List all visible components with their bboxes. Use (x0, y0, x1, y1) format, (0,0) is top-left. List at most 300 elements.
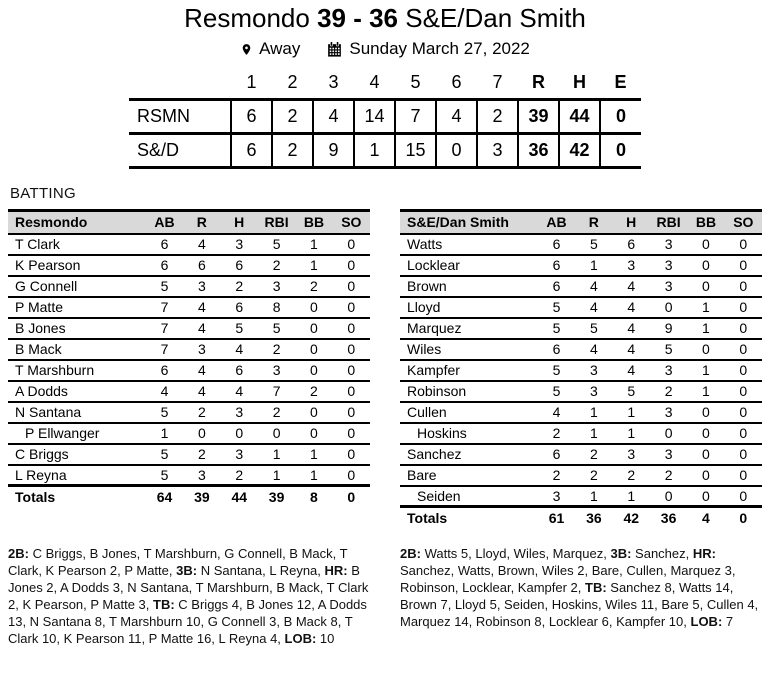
team2-name: S&E/Dan Smith (405, 3, 586, 33)
stat-bb: 1 (310, 257, 318, 273)
stat-rbi: 2 (272, 341, 281, 357)
linescore-col-header-e: E (614, 72, 627, 92)
stat-r: 4 (589, 278, 598, 294)
inning-score-cell: 4 (436, 100, 477, 134)
linescore-team-name: RSMN (137, 106, 190, 126)
stat-ab: 5 (552, 320, 561, 336)
stat-so: 0 (739, 425, 748, 441)
total-score-cell: 44 (559, 100, 600, 134)
stat-so: 0 (347, 299, 356, 315)
linescore-col-header-7: 7 (492, 72, 503, 92)
note-label: HR: (324, 562, 348, 578)
stat-h: 2 (627, 467, 636, 483)
player-name: Bare (407, 467, 437, 483)
stat-h: 5 (235, 320, 244, 336)
stat-col-header-bb: BB (303, 214, 325, 231)
stat-r: 1 (589, 487, 598, 504)
stat-bb: 0 (702, 341, 710, 357)
total-score-cell: 39 (518, 100, 559, 134)
stat-ab: 5 (160, 466, 169, 483)
stat-ab: 5 (160, 404, 169, 420)
player-name: T Clark (15, 236, 60, 252)
stat-so: 0 (347, 404, 356, 420)
stat-bb: 1 (310, 466, 318, 483)
stat-col-header-r: R (196, 214, 207, 231)
player-name: C Briggs (15, 446, 69, 462)
stat-h: 3 (235, 236, 244, 252)
stat-rbi: 9 (664, 320, 673, 336)
away-batting-column (400, 209, 762, 528)
inning-score-cell: 2 (477, 100, 518, 134)
player-row (8, 402, 370, 423)
linescore-team-name: S&/D (137, 140, 180, 160)
stat-ab: 4 (160, 383, 169, 399)
stat-ab: 6 (552, 236, 561, 252)
stat-so: 0 (347, 425, 356, 441)
stat-so: 0 (739, 257, 748, 273)
player-name: Lloyd (407, 299, 441, 315)
team1-name: Resmondo (184, 3, 310, 33)
total-score-cell: 0 (600, 134, 641, 168)
linescore-col-header-5: 5 (410, 72, 421, 92)
stat-col-header-r: R (588, 214, 599, 231)
stat-ab: 7 (160, 341, 169, 357)
stat-col-header-ab: AB (546, 214, 567, 231)
date-label: Sunday March 27, 2022 (349, 39, 530, 58)
stat-rbi: 3 (664, 257, 673, 273)
totals-stat-so: 0 (739, 509, 748, 526)
player-name: Locklear (407, 257, 460, 273)
note-label: HR: (692, 545, 716, 561)
totals-stat-r: 36 (586, 509, 602, 526)
batting-team-header: Resmondo (15, 214, 88, 231)
inning-score-cell: 7 (395, 100, 436, 134)
inning-score-cell: 9 (313, 134, 354, 168)
game-title (0, 3, 770, 34)
linescore-col-header-2: 2 (287, 72, 298, 92)
batting-team-header: S&E/Dan Smith (407, 214, 509, 231)
stat-h: 3 (235, 446, 244, 462)
stat-so: 0 (739, 383, 748, 399)
stat-so: 0 (347, 383, 356, 399)
player-row (400, 423, 762, 444)
linescore-team-column-header (129, 72, 231, 100)
player-row (400, 318, 762, 339)
player-name: Sanchez (407, 446, 462, 462)
stat-ab: 6 (552, 341, 561, 357)
inning-score-cell: 1 (354, 134, 395, 168)
totals-stat-rbi: 39 (268, 488, 285, 505)
stat-rbi: 5 (272, 320, 281, 336)
stat-ab: 7 (160, 320, 169, 336)
stat-ab: 4 (552, 404, 561, 420)
stat-rbi: 5 (272, 236, 281, 252)
linescore-row (129, 100, 641, 134)
stat-so: 0 (739, 341, 748, 357)
player-row (8, 234, 370, 255)
stat-bb: 0 (702, 278, 710, 294)
stat-h: 6 (235, 299, 244, 315)
stat-so: 0 (739, 320, 748, 336)
player-name: B Jones (15, 320, 66, 336)
batting-header-row (400, 211, 762, 234)
stat-r: 4 (197, 236, 206, 252)
location-meta (240, 39, 300, 59)
stat-rbi: 7 (272, 383, 281, 399)
stat-r: 0 (197, 425, 206, 441)
batting-section-label: BATTING (10, 185, 76, 202)
stat-r: 2 (197, 404, 206, 420)
batting-notes: 2B: Watts 5, Lloyd, Wiles, Marquez, 3B: Sanchez, HR: Sanchez, Watts, Brown, Wiles 2, Bare, Cullen, Marquez 3, Robinson, Locklear, Kampfer 2, TB: Sanchez 8, Watts 14, Brown 7, Lloyd 5, Seiden, Hoskins, Wiles 11, Bare 5, Cullen 4, Marquez 14, Robinson 8, Locklear 6, Kampfer 10, LOB: 7 (400, 545, 759, 629)
stat-so: 0 (739, 404, 748, 420)
player-name: Kampfer (407, 362, 460, 378)
stat-ab: 3 (552, 487, 561, 504)
stat-rbi: 2 (664, 467, 673, 483)
stat-so: 0 (347, 466, 356, 483)
stat-rbi: 3 (664, 236, 673, 252)
note-label: 3B: (610, 545, 632, 561)
linescore-body (129, 100, 641, 168)
stat-bb: 0 (702, 487, 710, 504)
inning-score-cell: 4 (313, 100, 354, 134)
batting-table (400, 209, 762, 528)
stat-bb: 1 (702, 320, 710, 336)
player-row (8, 423, 370, 444)
stat-r: 5 (589, 236, 598, 252)
stat-h: 2 (235, 278, 244, 294)
player-row (400, 276, 762, 297)
player-name: T Marshburn (15, 362, 95, 378)
stat-h: 3 (627, 257, 636, 273)
stat-h: 1 (627, 404, 636, 420)
stat-bb: 0 (310, 299, 318, 315)
stat-r: 1 (589, 425, 598, 441)
stat-r: 1 (589, 404, 598, 420)
stat-r: 4 (589, 341, 598, 357)
stat-ab: 6 (160, 236, 169, 252)
note-label: 3B: (176, 562, 198, 578)
stat-bb: 0 (310, 404, 318, 420)
total-score-cell: 36 (518, 134, 559, 168)
stat-bb: 1 (702, 362, 710, 378)
player-row (8, 276, 370, 297)
totals-row (400, 507, 762, 528)
stat-ab: 6 (552, 257, 561, 273)
stat-so: 0 (347, 257, 356, 273)
player-name: L Reyna (15, 466, 67, 483)
stat-h: 1 (627, 487, 636, 504)
linescore-col-header-h: H (573, 72, 586, 92)
player-name: Wiles (407, 341, 442, 357)
stat-r: 3 (197, 278, 206, 294)
inning-score-cell: 6 (231, 100, 272, 134)
inning-score-cell: 2 (272, 134, 313, 168)
stat-bb: 1 (702, 383, 710, 399)
stat-h: 0 (235, 425, 244, 441)
note-label: TB: (585, 579, 607, 595)
stat-h: 4 (627, 299, 636, 315)
stat-h: 4 (627, 320, 636, 336)
player-row (8, 339, 370, 360)
stat-r: 5 (589, 320, 598, 336)
player-row (400, 465, 762, 486)
linescore-col-header-6: 6 (451, 72, 462, 92)
stat-so: 0 (347, 362, 356, 378)
stat-r: 2 (589, 467, 598, 483)
stat-bb: 0 (310, 362, 318, 378)
stat-h: 4 (627, 362, 636, 378)
stat-bb: 1 (310, 236, 318, 252)
stat-rbi: 3 (664, 278, 673, 294)
linescore-row (129, 134, 641, 168)
player-row (8, 297, 370, 318)
player-name: Seiden (417, 487, 461, 504)
game-header (0, 3, 770, 59)
linescore-col-header-1: 1 (246, 72, 257, 92)
stat-r: 4 (589, 299, 598, 315)
stat-bb: 0 (702, 404, 710, 420)
player-row (400, 444, 762, 465)
stat-col-header-rbi: RBI (656, 214, 681, 231)
stat-r: 1 (589, 257, 598, 273)
inning-score-cell: 14 (354, 100, 395, 134)
batting-notes-row (0, 545, 770, 647)
player-row (400, 297, 762, 318)
totals-stat-so: 0 (347, 488, 356, 505)
stat-so: 0 (739, 278, 748, 294)
stat-col-header-so: SO (341, 214, 362, 231)
player-row (8, 465, 370, 486)
total-score-cell: 42 (559, 134, 600, 168)
player-row (400, 234, 762, 255)
stat-so: 0 (739, 446, 748, 462)
stat-ab: 6 (160, 362, 169, 378)
location-pin-icon (240, 41, 253, 58)
player-row (400, 381, 762, 402)
batting-notes: 2B: C Briggs, B Jones, T Marshburn, G Connell, B Mack, T Clark, K Pearson 2, P Matte, 3B: N Santana, L Reyna, HR: B Jones 2, A Dodds 3, N Santana, T Marshburn, B Mack, T Clark 2, K Pearson, P Matte 3, TB: C Briggs 4, B Jones 12, A Dodds 13, N Santana 8, T Marshburn 10, G Connell 3, B Mack 8, T Clark 10, K Pearson 11, P Matte 16, L Reyna 4, LOB: 10 (8, 545, 369, 646)
player-row (8, 444, 370, 465)
stat-h: 6 (235, 362, 244, 378)
player-row (400, 402, 762, 423)
inning-score-cell: 15 (395, 134, 436, 168)
stat-rbi: 3 (664, 362, 673, 378)
inning-score-cell: 3 (477, 134, 518, 168)
stat-so: 0 (347, 278, 356, 294)
player-name: Cullen (407, 404, 447, 420)
stat-h: 6 (627, 236, 636, 252)
stat-h: 3 (235, 404, 244, 420)
player-row (8, 360, 370, 381)
stat-col-header-so: SO (733, 214, 754, 231)
batting-header-row (8, 211, 370, 234)
stat-rbi: 0 (664, 299, 673, 315)
inning-score-cell: 2 (272, 100, 313, 134)
player-name: P Matte (15, 299, 63, 315)
linescore-col-header-r: R (532, 72, 545, 92)
totals-row (8, 486, 370, 507)
stat-ab: 6 (552, 278, 561, 294)
player-row (8, 381, 370, 402)
stat-so: 0 (739, 487, 748, 504)
stat-so: 0 (739, 236, 748, 252)
stat-h: 1 (627, 425, 636, 441)
stat-r: 2 (589, 446, 598, 462)
stat-so: 0 (347, 341, 356, 357)
stat-r: 4 (197, 362, 206, 378)
stat-rbi: 3 (272, 278, 281, 294)
player-row (400, 360, 762, 381)
linescore-header-row (129, 72, 641, 100)
note-label: TB: (153, 596, 175, 612)
stat-bb: 0 (702, 236, 710, 252)
stat-col-header-h: H (234, 214, 245, 231)
stat-bb: 2 (310, 278, 318, 294)
batting-table (8, 209, 370, 507)
stat-r: 4 (197, 383, 206, 399)
stat-rbi: 0 (272, 425, 281, 441)
stat-col-header-h: H (626, 214, 637, 231)
inning-score-cell: 6 (231, 134, 272, 168)
stat-rbi: 2 (272, 257, 281, 273)
stat-rbi: 3 (664, 446, 673, 462)
stat-bb: 0 (310, 425, 318, 441)
date-meta (326, 39, 530, 59)
stat-h: 5 (627, 383, 636, 399)
stat-ab: 5 (552, 362, 561, 378)
game-score: 39 - 36 (317, 3, 399, 33)
totals-stat-h: 42 (623, 509, 640, 526)
player-name: Watts (407, 236, 443, 252)
stat-ab: 5 (160, 446, 169, 462)
stat-ab: 5 (160, 278, 169, 294)
stat-h: 4 (235, 341, 244, 357)
player-name: A Dodds (15, 383, 68, 399)
stat-bb: 1 (702, 299, 710, 315)
note-label: LOB: (690, 613, 723, 629)
stat-bb: 2 (310, 383, 318, 399)
stat-r: 4 (197, 320, 206, 336)
totals-stat-h: 44 (231, 488, 248, 505)
stat-bb: 0 (702, 257, 710, 273)
stat-so: 0 (347, 236, 356, 252)
player-row (400, 339, 762, 360)
stat-h: 6 (235, 257, 244, 273)
stat-r: 3 (589, 362, 598, 378)
stat-rbi: 3 (664, 404, 673, 420)
player-row (8, 318, 370, 339)
stat-ab: 6 (552, 446, 561, 462)
stat-h: 4 (627, 278, 636, 294)
stat-col-header-rbi: RBI (264, 214, 289, 231)
totals-label: Totals (407, 509, 448, 526)
game-meta (0, 39, 770, 59)
player-name: Brown (407, 278, 447, 294)
stat-ab: 5 (552, 383, 561, 399)
stat-so: 0 (347, 320, 356, 336)
stat-col-header-ab: AB (154, 214, 175, 231)
stat-rbi: 2 (664, 383, 673, 399)
calendar-icon (326, 41, 343, 58)
stat-so: 0 (739, 299, 748, 315)
stat-ab: 1 (160, 425, 169, 441)
player-name: B Mack (15, 341, 62, 357)
player-row (400, 255, 762, 276)
player-name: Robinson (407, 383, 467, 399)
stat-h: 2 (235, 466, 244, 483)
stat-r: 3 (197, 341, 206, 357)
stat-rbi: 2 (272, 404, 281, 420)
totals-label: Totals (15, 488, 56, 505)
stat-rbi: 1 (272, 466, 281, 483)
stat-ab: 2 (552, 425, 561, 441)
location-label: Away (259, 39, 301, 58)
linescore-col-header-4: 4 (369, 72, 380, 92)
stat-r: 6 (197, 257, 206, 273)
stat-rbi: 0 (664, 487, 673, 504)
stat-bb: 0 (702, 425, 710, 441)
stat-bb: 0 (310, 341, 318, 357)
home-batting-column (8, 209, 370, 507)
stat-h: 3 (627, 446, 636, 462)
player-name: Hoskins (417, 425, 467, 441)
stat-rbi: 1 (272, 446, 281, 462)
note-label: 2B: (8, 545, 29, 561)
player-name: K Pearson (15, 257, 81, 273)
stat-bb: 0 (310, 320, 318, 336)
stat-col-header-bb: BB (695, 214, 717, 231)
linescore-col-header-3: 3 (328, 72, 339, 92)
stat-ab: 5 (552, 299, 561, 315)
totals-stat-ab: 61 (548, 509, 565, 526)
stat-bb: 0 (702, 467, 710, 483)
stat-r: 3 (589, 383, 598, 399)
player-name: N Santana (15, 404, 82, 420)
note-label: 2B: (400, 545, 421, 561)
stat-so: 0 (739, 467, 748, 483)
stat-h: 4 (235, 383, 244, 399)
stat-r: 2 (197, 446, 206, 462)
totals-stat-ab: 64 (156, 488, 173, 505)
inning-score-cell: 0 (436, 134, 477, 168)
stat-h: 4 (627, 341, 636, 357)
stat-r: 3 (197, 466, 206, 483)
stat-bb: 0 (702, 446, 710, 462)
total-score-cell: 0 (600, 100, 641, 134)
note-label: LOB: (284, 630, 317, 646)
player-name: Marquez (407, 320, 462, 336)
stat-so: 0 (347, 446, 356, 462)
batting-tables-row (0, 209, 770, 528)
player-row (8, 255, 370, 276)
stat-rbi: 0 (664, 425, 673, 441)
stat-rbi: 5 (664, 341, 673, 357)
stat-rbi: 8 (272, 299, 281, 315)
player-row (400, 486, 762, 507)
stat-bb: 1 (310, 446, 318, 462)
stat-rbi: 3 (272, 362, 281, 378)
stat-ab: 6 (160, 257, 169, 273)
totals-stat-bb: 4 (702, 509, 710, 526)
stat-ab: 7 (160, 299, 169, 315)
stat-so: 0 (739, 362, 748, 378)
stat-ab: 2 (552, 467, 561, 483)
totals-stat-r: 39 (194, 488, 210, 505)
totals-stat-rbi: 36 (660, 509, 677, 526)
player-name: G Connell (15, 278, 78, 294)
player-name: P Ellwanger (25, 425, 100, 441)
totals-stat-bb: 8 (310, 488, 318, 505)
linescore-table (129, 72, 641, 169)
